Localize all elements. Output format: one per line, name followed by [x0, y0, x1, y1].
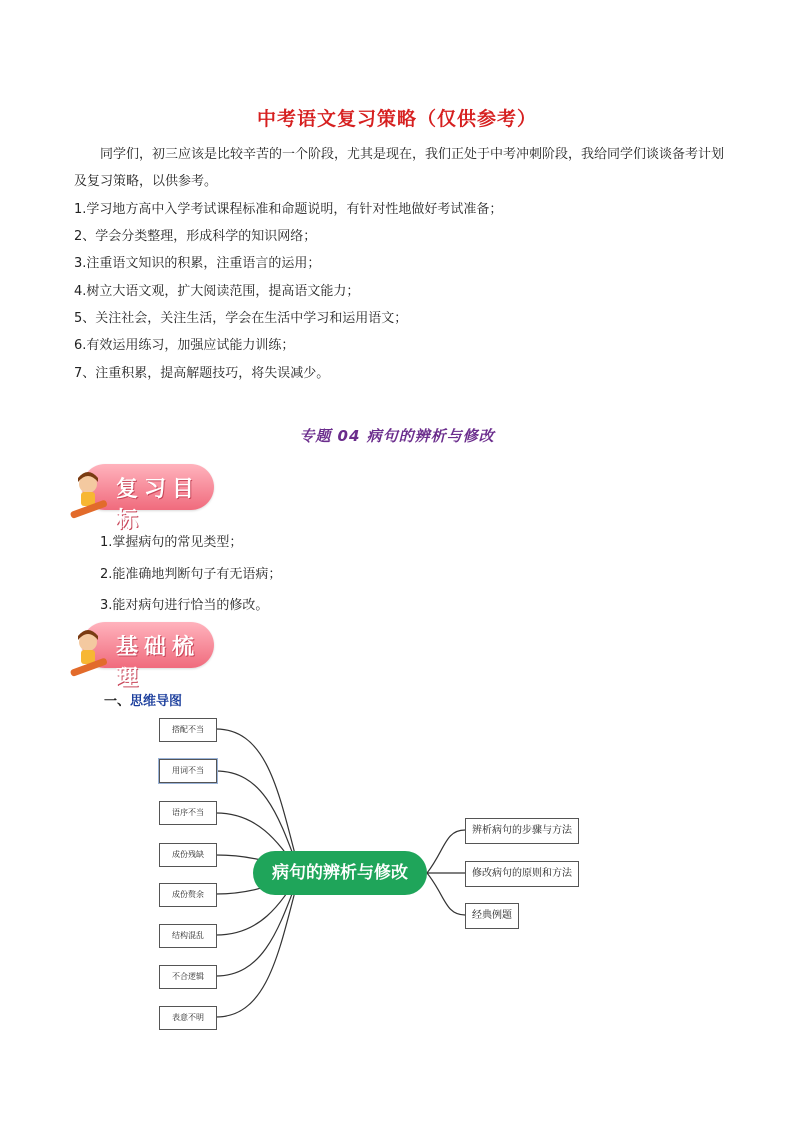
- strategy-item-3: 3.注重语文知识的积累，注重语言的运用；: [74, 256, 321, 271]
- strategy-item-6: 6.有效运用练习，加强应试能力训练；: [74, 338, 295, 353]
- mindmap-left-node-8[interactable]: 表意不明: [159, 1006, 217, 1030]
- mindmap-left-node-1[interactable]: 搭配不当: [159, 718, 217, 742]
- mindmap-left-node-3[interactable]: 语序不当: [159, 801, 217, 825]
- review-goals-badge: [68, 462, 218, 533]
- mindmap-right-node-3[interactable]: 经典例题: [465, 903, 519, 929]
- connector-right-1: [427, 830, 465, 873]
- goal-item-2: 2.能准确地判断句子有无语病；: [100, 567, 282, 582]
- basics-label: 基础梳理: [116, 634, 201, 691]
- mindmap-left-node-7[interactable]: 不合逻辑: [159, 965, 217, 989]
- mindmap-right-node-1[interactable]: 辨析病句的步骤与方法: [465, 818, 579, 844]
- strategy-item-7: 7、注重积累，提高解题技巧，将失误减少。: [74, 366, 330, 381]
- connector-right-3: [427, 873, 465, 915]
- mindmap-center-node[interactable]: 病句的辨析与修改: [253, 851, 427, 895]
- mindmap-left-node-6[interactable]: 结构混乱: [159, 924, 217, 948]
- girl-pencil-icon: [68, 470, 110, 522]
- girl-pencil-icon: [68, 628, 110, 680]
- strategy-item-4: 4.树立大语文观，扩大阅读范围，提高语文能力；: [74, 284, 360, 299]
- topic-title: 专题 04 病句的辨析与修改: [299, 427, 495, 445]
- mindmap-left-node-5[interactable]: 成份赘余: [159, 883, 217, 907]
- mindmap-left-node-4[interactable]: 成份残缺: [159, 843, 217, 867]
- strategy-item-5: 5、关注社会，关注生活，学会在生活中学习和运用语文；: [74, 311, 408, 326]
- mindmap-right-node-2[interactable]: 修改病句的原则和方法: [465, 861, 579, 887]
- review-goals-label: 复习目标: [116, 476, 201, 533]
- mindmap-left-node-2[interactable]: 用词不当: [159, 759, 217, 783]
- goal-item-1: 1.掌握病句的常见类型；: [100, 535, 243, 550]
- section-prefix: 一、: [104, 694, 131, 709]
- goal-item-3: 3.能对病句进行恰当的修改。: [100, 598, 269, 613]
- intro-paragraph: 同学们，初三应该是比较辛苦的一个阶段，尤其是现在，我们正处于中考冲刺阶段，我给同学们谈谈备考计划及复习策略，以供参考。: [74, 147, 725, 189]
- strategy-item-2: 2、学会分类整理，形成科学的知识网络；: [74, 229, 317, 244]
- section-title: 思维导图: [130, 694, 183, 709]
- strategy-item-1: 1.学习地方高中入学考试课程标准和命题说明，有针对性地做好考试准备；: [74, 202, 503, 217]
- page-title: 中考语文复习策略（仅供参考）: [256, 108, 537, 130]
- basics-badge: [68, 620, 218, 691]
